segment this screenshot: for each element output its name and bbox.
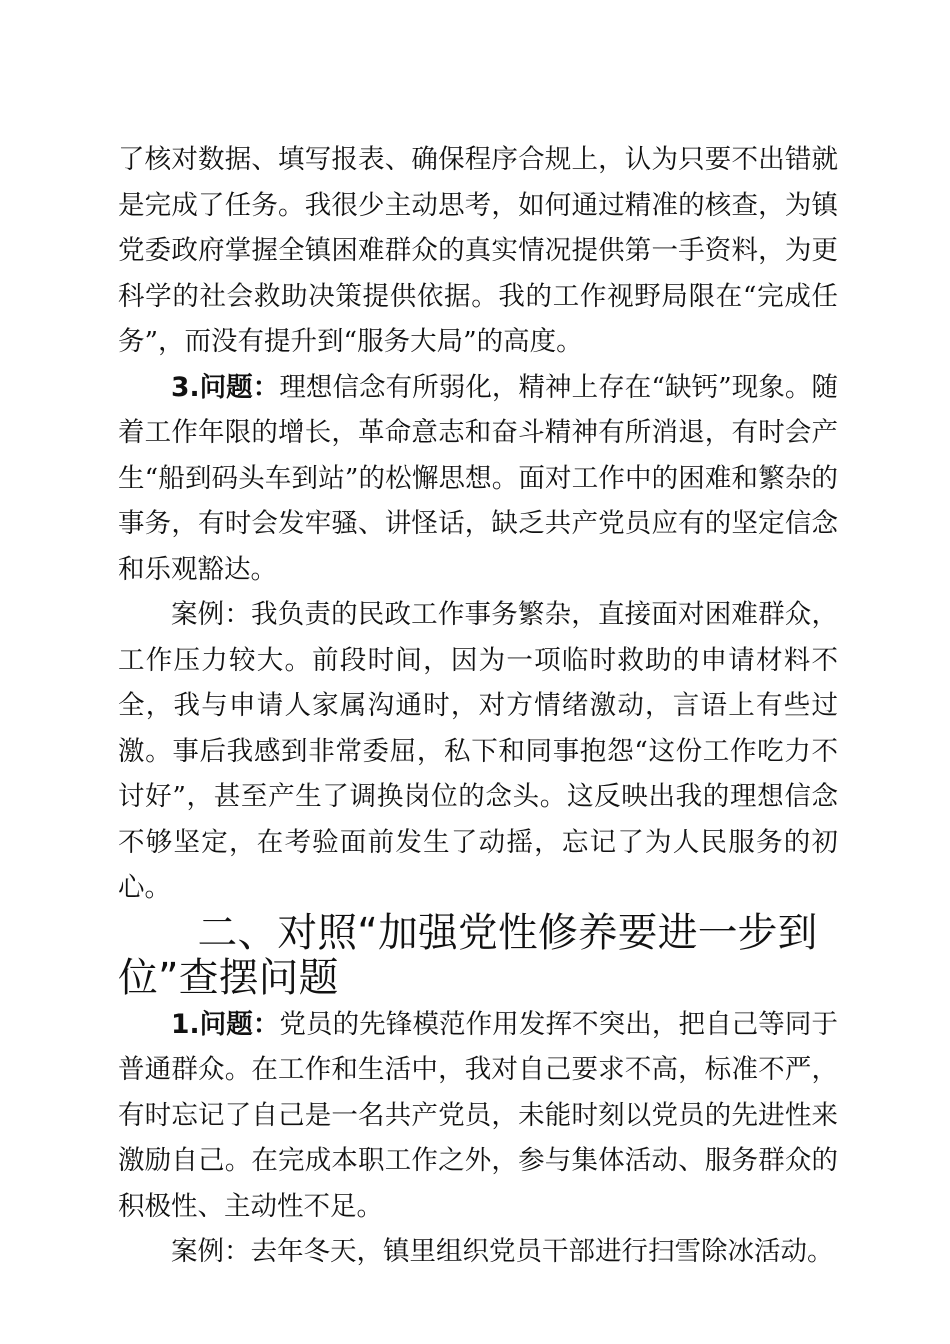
problem-label: 3.问题： (171, 371, 280, 403)
paragraph-continuation (118, 137, 838, 365)
paragraph-case-2 (118, 1229, 838, 1275)
paragraph-text: 党员的先锋模范作用发挥不突出，把自己等同于普通群众。在工作和生活中，我对自己要求不高，标准不严，有时忘记了自己是一名共产党员，未能时刻以党员的先进性来激励自己。在完成本职工作之外，参与集体活动、服务群众的积极性、主动性不足。 (118, 1008, 838, 1222)
paragraph-problem-3 (118, 365, 838, 593)
paragraph-case-1 (118, 592, 838, 911)
section-heading: 二、对照“加强党性修养要进一步到位”查摆问题 (118, 909, 818, 1001)
paragraph-text: 案例：我负责的民政工作事务繁杂，直接面对困难群众，工作压力较大。前段时间，因为一项临时救助的申请材料不全，我与申请人家属沟通时，对方情绪激动，言语上有些过激。事后我感到非常委屈，私下和同事抱怨“这份工作吃力不讨好”，甚至产生了调换岗位的念头。这反映出我的理想信念不够坚定，在考验面前发生了动摇，忘记了为人民服务的初心。 (118, 599, 838, 903)
paragraph-text: 案例：去年冬天，镇里组织党员干部进行扫雪除冰活动。 (171, 1236, 834, 1267)
paragraph-text: 了核对数据、填写报表、确保程序合规上，认为只要不出错就是完成了任务。我很少主动思考，如何通过精准的核查，为镇党委政府掌握全镇困难群众的真实情况提供第一手资料，为更科学的社会救助决策提供依据。我的工作视野局限在“完成任务”，而没有提升到“服务大局”的高度。 (118, 144, 838, 357)
document-body (118, 137, 838, 1275)
problem-label: 1.问题： (171, 1008, 280, 1040)
paragraph-problem-1 (118, 1002, 838, 1230)
paragraph-text: 理想信念有所弱化，精神上存在“缺钙”现象。随着工作年限的增长，革命意志和奋斗精神有所消退，有时会产生“船到码头车到站”的松懈思想。面对工作中的困难和繁杂的事务，有时会发牢骚、讲怪话，缺乏共产党员应有的坚定信念和乐观豁达。 (118, 371, 838, 585)
